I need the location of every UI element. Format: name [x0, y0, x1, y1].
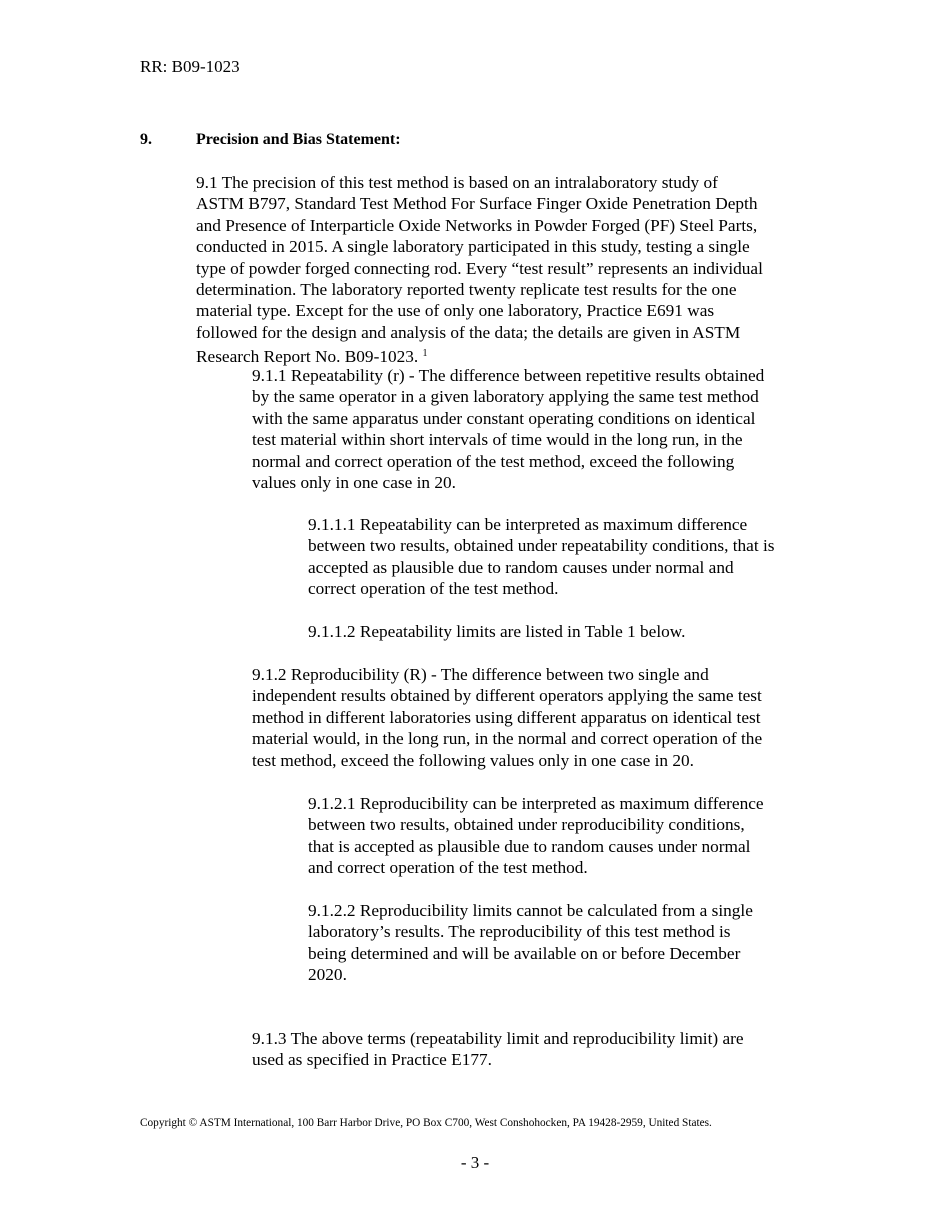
paragraph-line: used as specified in Practice E177. [252, 1050, 492, 1070]
paragraph-line: between two results, obtained under reproducibility conditions, [308, 815, 745, 835]
paragraph-9-1-3 [252, 1028, 817, 1071]
copyright-footer: Copyright © ASTM International, 100 Barr Harbor Drive, PO Box C700, West Conshohocken, PA 19428-2959, United States. [140, 1117, 712, 1129]
paragraph-line: 9.1.2.2 Reproducibility limits cannot be calculated from a single [308, 901, 753, 920]
paragraph-line: values only in one case in 20. [252, 473, 456, 493]
paragraph-9-1-2-1 [308, 793, 818, 879]
paragraph-line: material type. Except for the use of only one laboratory, Practice E691 was [196, 301, 715, 321]
paragraph-line: method in different laboratories using different apparatus on identical test [252, 707, 761, 727]
paragraph-9-1-1 [252, 365, 817, 493]
paragraph-line: test material within short intervals of time would in the long run, in the [252, 430, 743, 450]
paragraph-line: 9.1.1 Repeatability (r) - The difference between repetitive results obtained [252, 366, 765, 385]
paragraph-line: by the same operator in a given laboratory applying the same test method [252, 387, 759, 407]
section-title: Precision and Bias Statement: [196, 131, 401, 148]
paragraph-line: normal and correct operation of the test method, exceed the following [252, 451, 735, 471]
paragraph-line: 9.1.2 Reproducibility (R) - The difference between two single and [252, 665, 709, 684]
paragraph-line: 9.1.1.1 Repeatability can be interpreted as maximum difference [308, 515, 748, 534]
report-id-header: RR: B09-1023 [140, 57, 240, 76]
paragraph-line: ASTM B797, Standard Test Method For Surface Finger Oxide Penetration Depth [196, 194, 758, 214]
paragraph-line: and correct operation of the test method. [308, 858, 588, 878]
paragraph-line-with-footnote [196, 343, 816, 367]
paragraph-9-1-2 [252, 664, 817, 771]
paragraph-line: Research Report No. B09-1023. [196, 347, 419, 367]
paragraph-line: that is accepted as plausible due to random causes under normal [308, 836, 751, 856]
paragraph-line: with the same apparatus under constant operating conditions on identical [252, 408, 756, 428]
paragraph-line: followed for the design and analysis of the data; the details are given in ASTM [196, 322, 741, 342]
section-heading [140, 131, 401, 149]
paragraph-line: 9.1 The precision of this test method is based on an intralaboratory study of [196, 173, 718, 192]
paragraph-line: laboratory’s results. The reproducibility of this test method is [308, 922, 731, 942]
paragraph-line: conducted in 2015. A single laboratory participated in this study, testing a single [196, 237, 750, 257]
paragraph-line: and Presence of Interparticle Oxide Networks in Powder Forged (PF) Steel Parts, [196, 215, 758, 235]
paragraph-line: 9.1.3 The above terms (repeatability limit and reproducibility limit) are [252, 1029, 744, 1048]
section-number: 9. [140, 131, 152, 148]
page-number: - 3 - [460, 1153, 490, 1172]
paragraph-line: accepted as plausible due to random causes under normal and [308, 557, 734, 577]
paragraph-line: correct operation of the test method. [308, 579, 559, 599]
paragraph-line: determination. The laboratory reported twenty replicate test results for the one [196, 280, 737, 300]
paragraph-line: 2020. [308, 965, 347, 985]
paragraph-9-1-1-1 [308, 514, 818, 600]
paragraph-line: 9.1.1.2 Repeatability limits are listed in Table 1 below. [308, 622, 686, 641]
footnote-marker: 1 [422, 348, 428, 360]
paragraph-line: being determined and will be available on or before December [308, 943, 741, 963]
paragraph-line: between two results, obtained under repeatability conditions, that is [308, 536, 775, 556]
paragraph-9-1-2-2 [308, 900, 818, 986]
paragraph-line: test method, exceed the following values only in one case in 20. [252, 750, 694, 770]
paragraph-line: 9.1.2.1 Reproducibility can be interpreted as maximum difference [308, 794, 764, 813]
paragraph-9-1 [196, 172, 816, 368]
paragraph-9-1-1-2 [308, 621, 818, 642]
paragraph-line: material would, in the long run, in the normal and correct operation of the [252, 729, 763, 749]
paragraph-line: independent results obtained by different operators applying the same test [252, 686, 762, 706]
paragraph-line: type of powder forged connecting rod. Every “test result” represents an individual [196, 258, 763, 278]
